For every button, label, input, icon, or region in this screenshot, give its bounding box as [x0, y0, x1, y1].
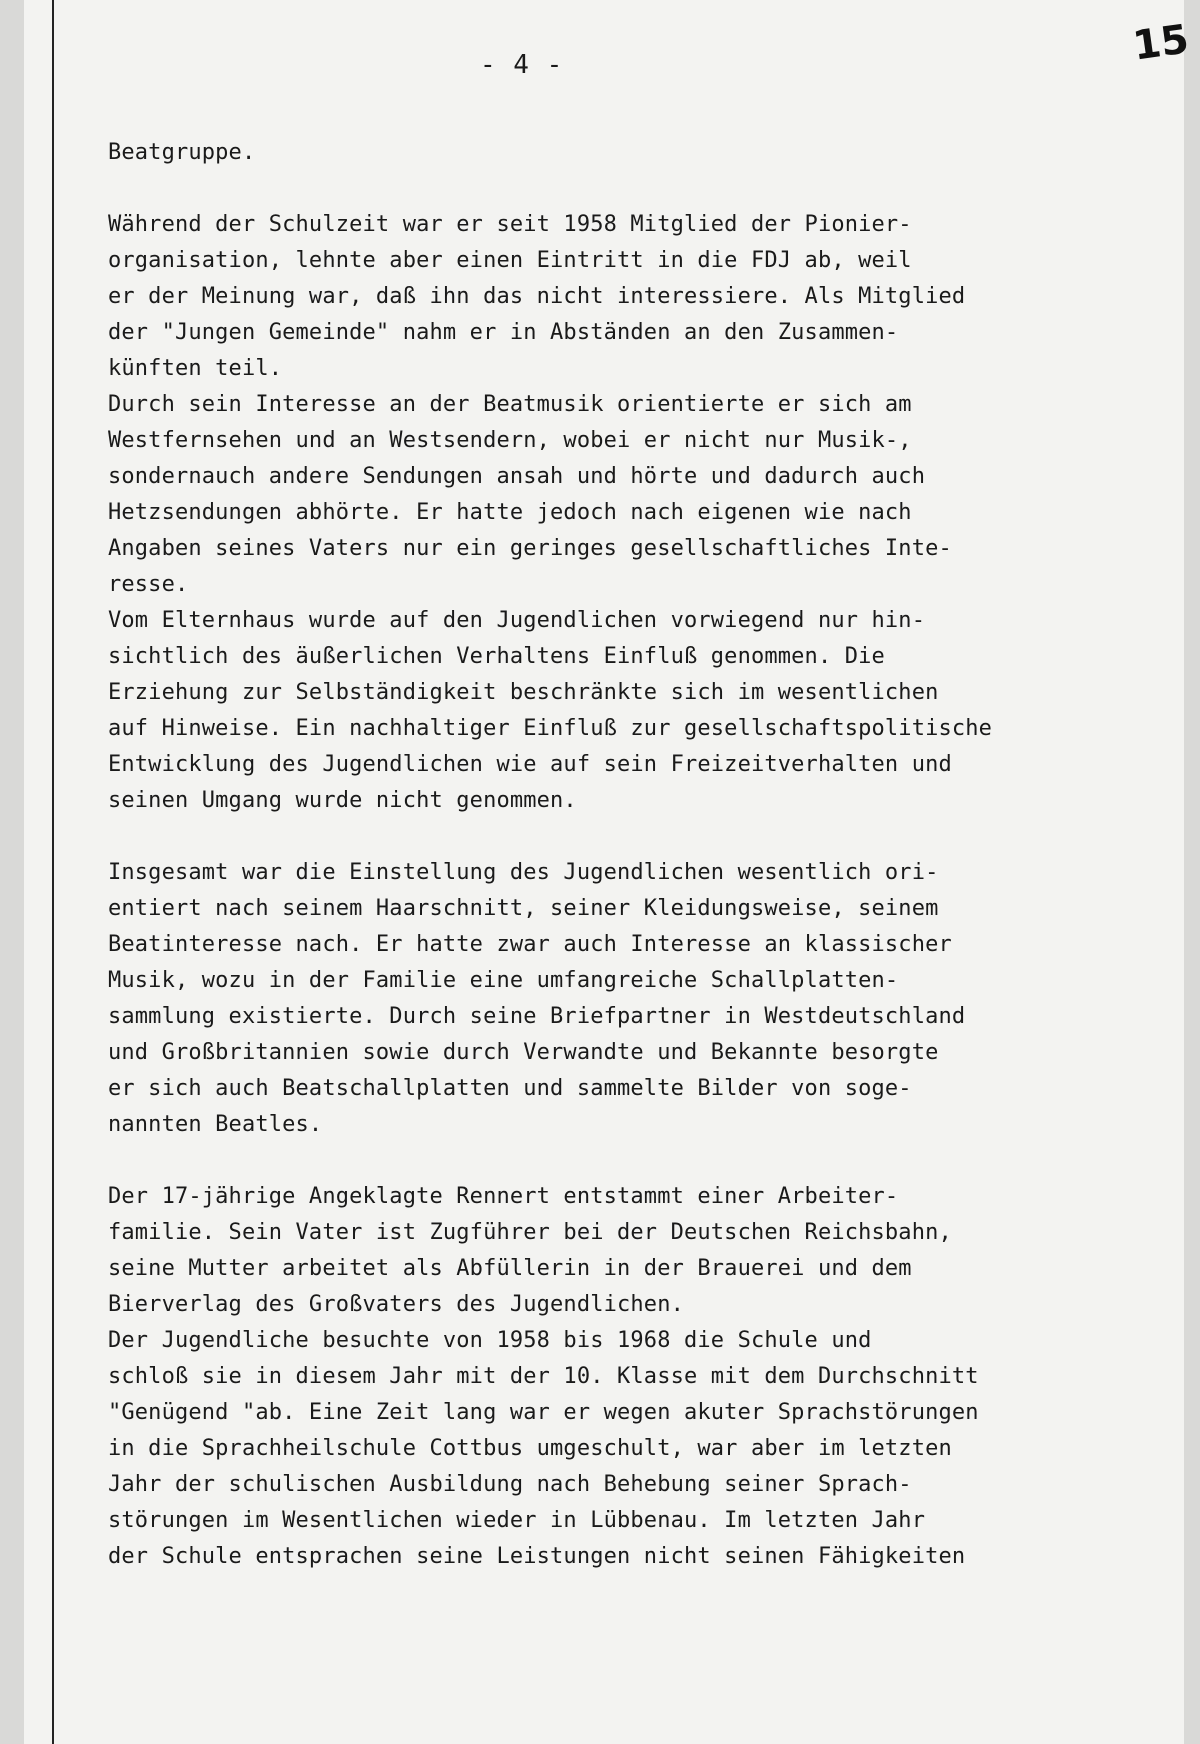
- paragraph-gap: [108, 819, 1168, 855]
- margin-rule: [52, 0, 54, 1744]
- text-line: "Genügend "ab. Eine Zeit lang war er wegen akuter Sprachstörungen: [108, 1400, 979, 1425]
- text-line: seinen Umgang wurde nicht genommen.: [108, 788, 577, 813]
- text-line: Der Jugendliche besuchte von 1958 bis 1968 die Schule und: [108, 1328, 872, 1353]
- text-line: sichtlich des äußerlichen Verhaltens Einfluß genommen. Die: [108, 644, 885, 669]
- text-line: Jahr der schulischen Ausbildung nach Behebung seiner Sprach-: [108, 1472, 912, 1497]
- text-line: Beatinteresse nach. Er hatte zwar auch Interesse an klassischer: [108, 932, 952, 957]
- text-line: Vom Elternhaus wurde auf den Jugendlichen vorwiegend nur hin-: [108, 608, 926, 633]
- text-line: Musik, wozu in der Familie eine umfangreiche Schallplatten-: [108, 968, 899, 993]
- paragraph: [108, 135, 1168, 171]
- paragraph: [108, 207, 1168, 819]
- paragraph-gap: [108, 1143, 1168, 1179]
- text-line: Der 17-jährige Angeklagte Rennert entstammt einer Arbeiter-: [108, 1184, 899, 1209]
- text-line: Durch sein Interesse an der Beatmusik orientierte er sich am: [108, 392, 912, 417]
- text-line: Bierverlag des Großvaters des Jugendlichen.: [108, 1292, 684, 1317]
- text-line: Während der Schulzeit war er seit 1958 Mitglied der Pionier-: [108, 212, 912, 237]
- text-line: in die Sprachheilschule Cottbus umgeschult, war aber im letzten: [108, 1436, 952, 1461]
- text-line: resse.: [108, 572, 189, 597]
- text-line: familie. Sein Vater ist Zugführer bei der Deutschen Reichsbahn,: [108, 1220, 952, 1245]
- text-line: Entwicklung des Jugendlichen wie auf sein Freizeitverhalten und: [108, 752, 952, 777]
- text-line: entiert nach seinem Haarschnitt, seiner Kleidungsweise, seinem: [108, 896, 939, 921]
- folio-number: 15: [1130, 16, 1192, 70]
- text-line: er sich auch Beatschallplatten und sammelte Bilder von soge-: [108, 1076, 912, 1101]
- paragraph: [108, 855, 1168, 1143]
- text-line: Hetzsendungen abhörte. Er hatte jedoch nach eigenen wie nach: [108, 500, 912, 525]
- text-line: Angaben seines Vaters nur ein geringes gesellschaftliches Inte-: [108, 536, 952, 561]
- text-line: sondernauch andere Sendungen ansah und hörte und dadurch auch: [108, 464, 926, 489]
- text-line: der Schule entsprachen seine Leistungen nicht seinen Fähigkeiten: [108, 1544, 966, 1569]
- paragraph: [108, 1179, 1168, 1575]
- text-line: Westfernsehen und an Westsendern, wobei er nicht nur Musik-,: [108, 428, 912, 453]
- text-line: auf Hinweise. Ein nachhaltiger Einfluß zur gesellschaftspolitische: [108, 716, 993, 741]
- text-line: sammlung existierte. Durch seine Briefpartner in Westdeutschland: [108, 1004, 966, 1029]
- text-line: der "Jungen Gemeinde" nahm er in Abständen an den Zusammen-: [108, 320, 899, 345]
- text-line: künften teil.: [108, 356, 283, 381]
- text-line: organisation, lehnte aber einen Eintritt in die FDJ ab, weil: [108, 248, 912, 273]
- text-line: Insgesamt war die Einstellung des Jugendlichen wesentlich ori-: [108, 860, 939, 885]
- text-line: er der Meinung war, daß ihn das nicht interessiere. Als Mitglied: [108, 284, 966, 309]
- paragraph-gap: [108, 171, 1168, 207]
- document-body: [108, 135, 1168, 1575]
- text-line: Erziehung zur Selbständigkeit beschränkte sich im wesentlichen: [108, 680, 939, 705]
- text-line: störungen im Wesentlichen wieder in Lübbenau. Im letzten Jahr: [108, 1508, 926, 1533]
- text-line: schloß sie in diesem Jahr mit der 10. Klasse mit dem Durchschnitt: [108, 1364, 979, 1389]
- text-line: nannten Beatles.: [108, 1112, 323, 1137]
- text-line: und Großbritannien sowie durch Verwandte und Bekannte besorgte: [108, 1040, 939, 1065]
- text-line: seine Mutter arbeitet als Abfüllerin in der Brauerei und dem: [108, 1256, 912, 1281]
- text-line: Beatgruppe.: [108, 140, 256, 165]
- page-number: - 4 -: [480, 50, 564, 80]
